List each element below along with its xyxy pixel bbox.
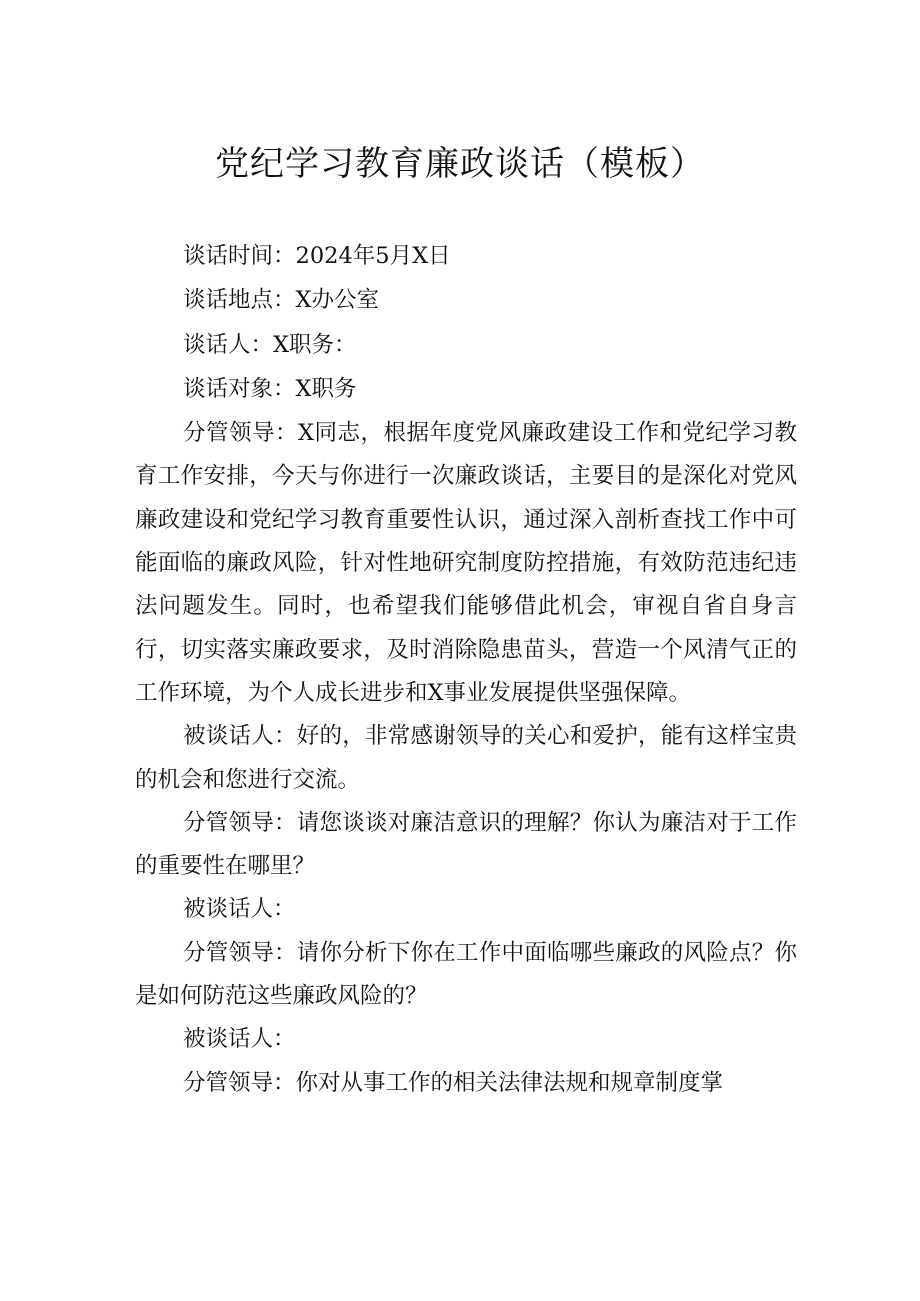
paragraph-interviewee-reply: 被谈话人：好的，非常感谢领导的关心和爱护，能有这样宝贵的机会和您进行交流。 <box>135 723 797 793</box>
paragraph-leader-question-2: 分管领导：请你分析下你在工作中面临哪些廉政的风险点？你是如何防范这些廉政风险的？ <box>135 939 797 1010</box>
meta-location: 谈话地点：X办公室 <box>183 287 380 314</box>
meta-interviewee: 谈话对象：X职务 <box>183 375 357 402</box>
paragraph-leader-opening: 分管领导：X同志，根据年度党风廉政建设工作和党纪学习教育工作安排，今天与你进行一次廉政谈话，主要目的是深化对党风廉政建设和党纪学习教育重要性认识，通过深入剖析查找工作中可能面临的廉政风险，针对性地研究制度防控措施，有效防范违纪违法问题发生。同时，也希望我们能够借此机会，审视自省自身言行，切实落实廉政要求，及时消除隐患苗头，营造一个风清气正的工作环境，为个人成长进步和X事业发展提供坚强保障。 <box>135 420 797 706</box>
paragraph-leader-question-1: 分管领导：请您谈谈对廉洁意识的理解？你认为廉洁对于工作的重要性在哪里？ <box>135 809 797 880</box>
paragraph-interviewee-answer-1: 被谈话人： <box>183 896 296 923</box>
meta-time: 谈话时间：2024年5月X日 <box>183 243 451 269</box>
paragraph-leader-question-3: 分管领导：你对从事工作的相关法律法规和规章制度掌 <box>183 1069 724 1096</box>
paragraph-interviewee-answer-2: 被谈话人： <box>183 1026 296 1053</box>
meta-interviewer: 谈话人：X职务： <box>183 331 357 358</box>
document-title: 党纪学习教育廉政谈话（模板） <box>215 144 705 184</box>
document-body <box>135 235 797 1105</box>
